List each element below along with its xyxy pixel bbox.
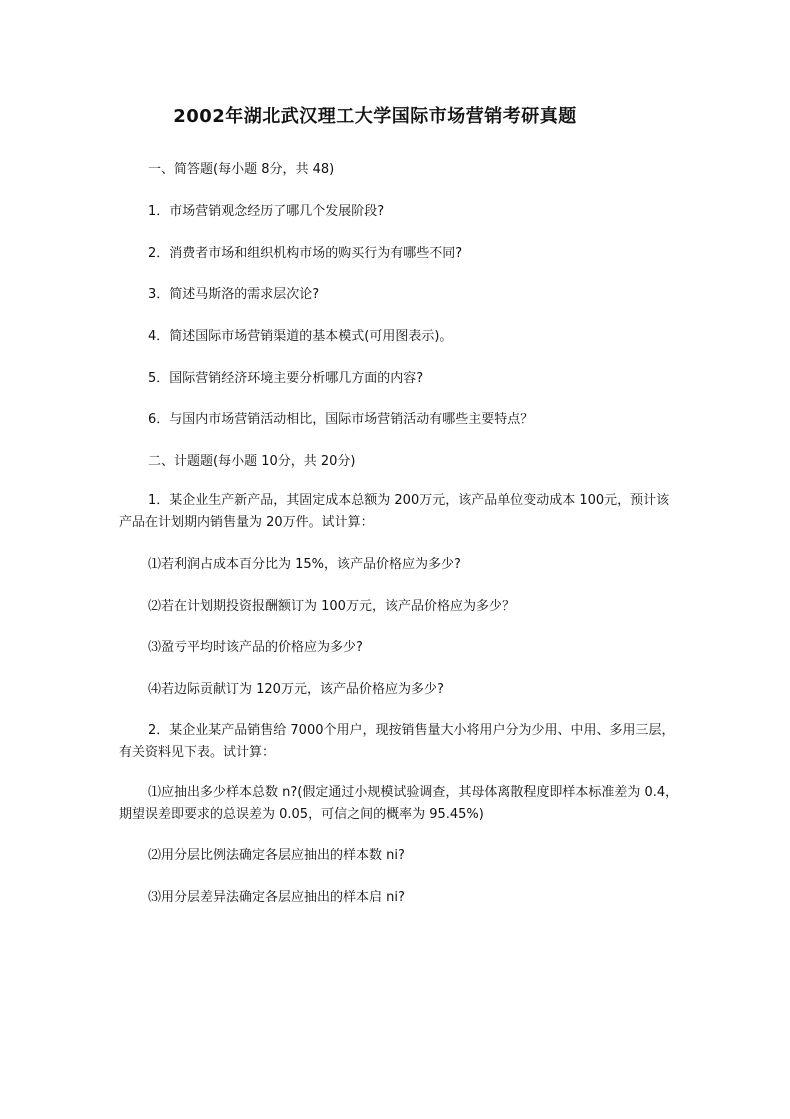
question-5: 5．国际营销经济环境主要分析哪几方面的内容? (148, 371, 424, 386)
question-4: 4．简述国际市场营销渠道的基本模式(可用图表示)。 (148, 329, 453, 344)
calc-question-1-part-3: ⑶盈亏平均时该产品的价格应为多少? (148, 640, 363, 655)
calc-question-2-part-3: ⑶用分层差异法确定各层应抽出的样本启 ni? (148, 890, 405, 905)
question-3: 3．简述马斯洛的需求层次论? (148, 287, 320, 302)
calc-question-1-part-1: ⑴若利润占成本百分比为 15%，该产品价格应为多少? (148, 557, 461, 572)
calc-question-1-part-2: ⑵若在计划期投资报酬额订为 100万元，该产品价格应为多少？ (148, 599, 515, 614)
calc-question-2-intro: 2．某企业某产品销售给 7000个用户，现按销售量大小将用户分为少用、中用、多用三层，有关资料见下表。试计算： (119, 723, 675, 760)
calc-question-2-part-1: ⑴应抽出多少样本总数 n?(假定通过小规模试验调查，其母体离散程度即样本标准差为 0.4，期望误差即要求的总误差为 0.05，可信之间的概率为 95.45%) (119, 785, 679, 822)
calc-question-1-part-4: ⑷若边际贡献订为 120万元，该产品价格应为多少? (148, 682, 444, 697)
section-heading-short-answer: 一、简答题(每小题 8分，共 48) (148, 162, 335, 177)
section-heading-calculation: 二、计题题(每小题 10分，共 20分) (148, 454, 356, 469)
question-6: 6．与国内市场营销活动相比，国际市场营销活动有哪些主要特点？ (148, 412, 534, 427)
calc-question-2-part-2: ⑵用分层比例法确定各层应抽出的样本数 ni? (148, 848, 405, 863)
question-1: 1．市场营销观念经历了哪几个发展阶段? (148, 204, 385, 219)
question-2: 2．消费者市场和组织机构市场的购买行为有哪些不同? (148, 246, 463, 261)
calc-question-1-intro: 1．某企业生产新产品，其固定成本总额为 200万元，该产品单位变动成本 100元，预计该产品在计划期内销售量为 20万件。试计算： (119, 493, 670, 530)
document-title: 2002年湖北武汉理工大学国际市场营销考研真题 (173, 106, 577, 127)
